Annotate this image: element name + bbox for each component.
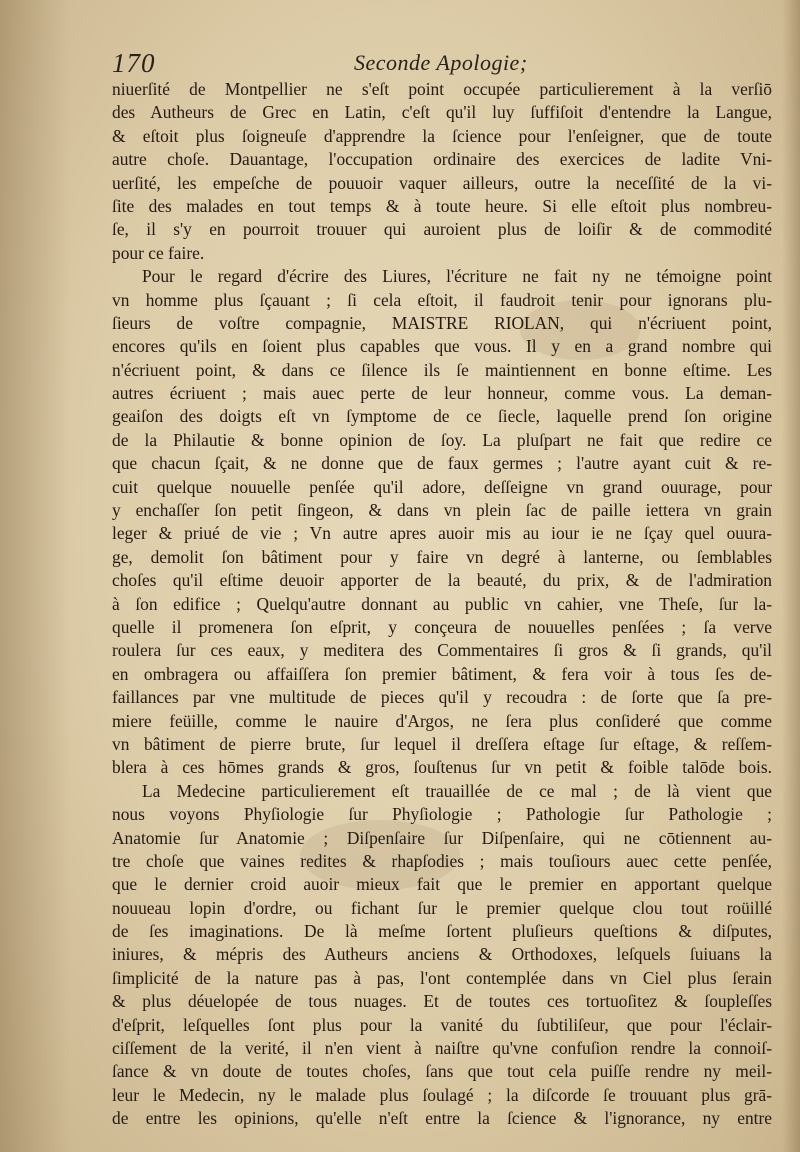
text-line: & eſtoit plus ſoigneuſe d'apprendre la ſcience pour l'enſeigner, que de toute: [112, 125, 772, 146]
text-line: y enchaſſer ſon petit ſingeon, & dans vn plein ſac de paille iettera vn grain: [112, 500, 772, 521]
text-line: geaiſon des doigts eſt vn ſymptome de ce ſiecle, laquelle prend ſon origine: [112, 406, 772, 427]
text-line: que le dernier croid auoir mieux fait que le premier en apportant quelque: [112, 874, 772, 895]
text-line: roulera ſur ces eaux, y meditera des Commentaires ſi gros & ſi grands, qu'il: [112, 640, 772, 661]
text-line: ſe, il s'y en pourroit trouuer qui auroient plus de loiſir & de commodité: [112, 219, 772, 240]
text-line: miere feüille, comme le nauire d'Argos, ne ſera plus conſideré que comme: [112, 710, 772, 731]
text-line: iniures, & mépris des Autheurs anciens & Orthodoxes, leſquels ſuiuans la: [112, 944, 772, 965]
text-line: vn homme plus ſçauant ; ſi cela eſtoit, il faudroit tenir pour ignorans plu-: [112, 289, 772, 310]
text-line: La Medecine particulierement eſt trauaillée de ce mal ; de là vient que: [142, 780, 772, 801]
text-line: faillances par vne multitude de pieces qu'il y recoudra : de ſorte que ſa pre-: [112, 687, 772, 708]
text-line: de ſes imaginations. De là meſme ſortent pluſieurs queſtions & diſputes,: [112, 921, 772, 942]
text-line: cuit quelque nouuelle penſée qu'il adore, deſſeigne vn grand ouurage, pour: [112, 476, 772, 497]
text-line: ciſſement de la verité, il n'en vient à naiſtre qu'vne confuſion rendre la connoiſ-: [112, 1038, 772, 1059]
text-line: ſite des malades en tout temps & à toute heure. Si elle eſtoit plus nombreu-: [112, 195, 772, 216]
text-line: quelle il promenera ſon eſprit, y conçeura de nouuelles penſées ; ſa verve: [112, 616, 772, 637]
text-line: encores qu'ils en ſoient plus capables que vous. Il y en a grand nombre qui: [112, 336, 772, 357]
text-line: leur le Medecin, ny le malade plus ſoulagé ; la diſcorde ſe trouuant plus grā-: [112, 1084, 772, 1105]
text-line: de la Philautie & bonne opinion de ſoy. La pluſpart ne fait que redire ce: [112, 429, 772, 450]
text-line: d'eſprit, leſquelles ſont plus pour la vanité du ſubtiliſeur, que pour l'éclair-: [112, 1014, 772, 1035]
text-line: niuerſité de Montpellier ne s'eſt point occupée particulierement à la verſiō: [112, 79, 772, 99]
text-line: ſieurs de voſtre compagnie, MAISTRE RIOLAN, qui n'écriuent point,: [112, 312, 772, 333]
text-line: ſance & vn doute de toutes choſes, ſans que tout cela puiſſe rendre ny meil-: [112, 1061, 772, 1082]
text-line: à ſon edifice ; Quelqu'autre donnant au public vn cahier, vne Theſe, ſur la-: [112, 593, 772, 614]
text-line: ſimplicité de la nature pas à pas, l'ont contemplée dans vn Ciel plus ſerain: [112, 967, 772, 988]
text-line: pour ce faire.: [112, 242, 205, 263]
text-line: leger & priué de vie ; Vn autre apres auoir mis au iour ie ne ſçay quel ouura-: [112, 523, 772, 544]
text-line: nouueau lopin d'ordre, ou fichant ſur le premier quelque clou tout roüillé: [112, 897, 772, 918]
text-line: en ombragera ou affaiſſera ſon premier bâtiment, & fera voir à tous ſes de-: [112, 663, 772, 684]
text-line: des Autheurs de Grec en Latin, c'eſt qu'il luy ſuffiſoit d'entendre la Langue,: [112, 102, 772, 123]
text-line: nous voyons Phyſiologie ſur Phyſiologie ; Pathologie ſur Pathologie ;: [112, 804, 772, 825]
text-line: uerſité, les empeſche de pouuoir vaquer ailleurs, outre la neceſſité de la vi-: [112, 172, 772, 193]
text-line: autres écriuent ; mais auec perte de leur honneur, comme vous. La deman-: [112, 383, 772, 404]
page-edge-shadow: [782, 0, 800, 1152]
text-line: vn bâtiment de pierre brute, ſur lequel il dreſſera eſtage ſur eſtage, & reſſem-: [112, 733, 772, 754]
text-line: tre choſe que vaines redites & rhapſodies ; mais touſiours auec cette penſée,: [112, 850, 772, 871]
text-line: de entre les opinions, qu'elle n'eſt entre la ſcience & l'ignorance, ny entre: [112, 1108, 772, 1129]
text-line: autre choſe. Dauantage, l'occupation ordinaire des exercices de ladite Vni-: [112, 149, 772, 170]
text-line: & plus déuelopée de tous nuages. Et de toutes ces tortuoſitez & ſoupleſſes: [112, 991, 772, 1012]
page-number: 170: [112, 48, 156, 78]
text-line: ge, demolit ſon bâtiment pour y faire vn degré à lanterne, ou ſemblables: [112, 546, 772, 567]
text-line: blera à ces hōmes grands & gros, ſouſtenus ſur vn petit & foible talōde bois.: [112, 757, 772, 778]
page-header: [112, 48, 612, 82]
text-line: que chacun ſçait, & ne donne que de faux germes ; l'autre ayant cuit & re-: [112, 453, 772, 474]
text-line: Pour le regard d'écrire des Liures, l'écriture ne fait ny ne témoigne point: [142, 266, 772, 287]
text-line: choſes qu'il eſtime deuoir apporter de la beauté, du prix, & de l'admiration: [112, 570, 772, 591]
text-line: Anatomie ſur Anatomie ; Diſpenſaire ſur Diſpenſaire, qui ne cōtiennent au-: [112, 827, 772, 848]
text-line: n'écriuent point, & dans ce ſilence ils ſe maintiennent en bonne eſtime. Les: [112, 359, 772, 380]
running-head: Seconde Apologie;: [354, 50, 528, 75]
gutter-shadow: [0, 0, 70, 1152]
body-text: [112, 78, 772, 1131]
